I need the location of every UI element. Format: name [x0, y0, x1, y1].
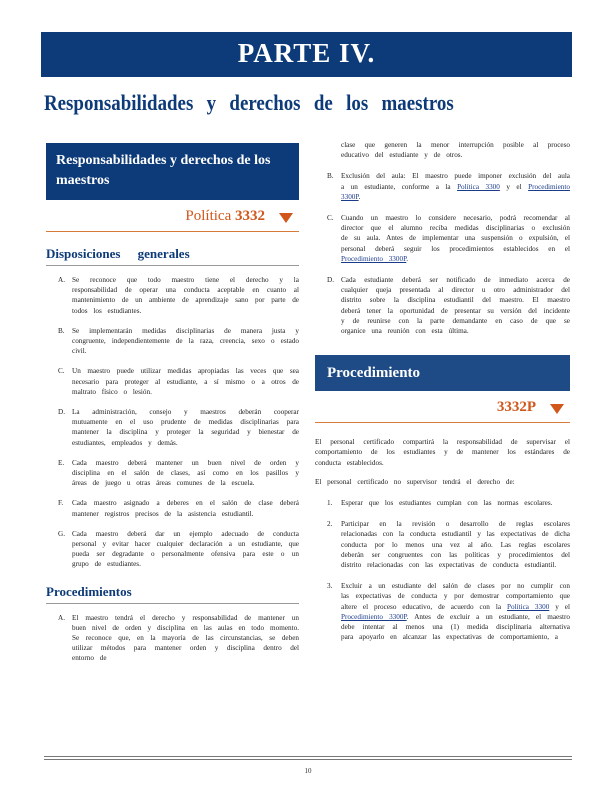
part-title: PARTE IV.	[237, 38, 376, 68]
part-banner	[41, 32, 572, 77]
page-number: 10	[304, 767, 312, 775]
left-column	[46, 143, 299, 674]
item-text-part: Excluir a un estudiante del salón de clases por no cumplir con las expectativas de conducta y por demostrar comportamiento que altere el proceso educativo, de acuerdo con la	[341, 582, 570, 611]
list-item	[315, 140, 570, 160]
procedure-3300p-link[interactable]: Procedimiento 3300P	[341, 254, 407, 263]
item-letter: E.	[58, 458, 65, 467]
item-text: La administración, consejo y maestros deberán cooperar mutuamente en el uso prudente de medidas disciplinarias para mantener la disciplina y proteger la seguridad y bienestar de estudiantes, empleados y demás.	[72, 408, 299, 447]
procedure-number-text: 3332P	[496, 399, 536, 416]
item-letter: B.	[58, 326, 65, 335]
item-text	[341, 581, 570, 642]
procedures-list	[46, 613, 299, 664]
policy-label	[185, 208, 265, 225]
item-text: Cada estudiante deberá ser notificado de inmediato acerca de cualquier queja presentada al director u otro administrador del distrito sobre la disciplina estudiantil del maestro. El maestro deberá tener la oportunidad de presentar su versión del incidente y de reunirse con la parte demandante en caso de que se organice una reunión con esta última.	[341, 276, 570, 336]
general-provisions-list	[46, 275, 299, 570]
intro-paragraph: El personal certificado compartirá la responsabilidad de supervisar el comportamiento de los estudiantes y de mantener los estándares de conducta establecidos.	[315, 438, 570, 467]
list-item	[315, 213, 570, 264]
list-item	[46, 613, 299, 664]
list-item	[46, 529, 299, 570]
item-text-part: clase que generen la menor interrupción posible al proceso educativo del estudiante y de otros.	[341, 141, 570, 160]
item-letter: D.	[58, 408, 65, 417]
item-text: Cada maestro deberá dar un ejemplo adecuado de conducta personal y evitar hacer cualquier declaración a un estudiante, que pueda ser degradante o personalmente ofensiva para este o un grupo de estudiantes.	[72, 529, 299, 569]
procedure-3300p-link[interactable]: Procedimiento 3300P	[341, 182, 570, 201]
policy-3300-link[interactable]: Política 3300	[507, 602, 550, 611]
item-text: Un maestro puede utilizar medidas apropiadas las veces que sea necesario para proteger al estudiante, a sí mismo o a otros de maltrato físico o lesión.	[72, 367, 299, 396]
list-item	[46, 458, 299, 489]
item-letter: D.	[327, 276, 334, 285]
item-text-part: y el	[499, 182, 529, 191]
triangle-down-icon	[279, 213, 293, 223]
item-letter: 1.	[327, 499, 333, 508]
item-letter: A.	[58, 613, 65, 622]
item-letter: 2.	[327, 520, 333, 529]
subsection-title: Disposiciones generales	[46, 246, 299, 266]
item-text	[341, 213, 570, 264]
item-letter: B.	[327, 172, 334, 181]
procedure-header	[315, 395, 570, 423]
item-letter: 3.	[327, 582, 333, 591]
list-item	[46, 366, 299, 397]
item-letter: C.	[327, 214, 334, 223]
item-text: Participar en la revisión o desarrollo de reglas escolares relacionadas con la conducta estudiantil y las expectativas de dicha conducta por lo menos una vez al año. Las reglas escolares deberán ser congruentes con las políticas y procedimientos del distrito relacionadas con las expectativas de conducta estudiantil.	[341, 520, 570, 570]
policy-3300-link[interactable]: Política 3300	[457, 182, 500, 191]
procedure-3300p-link[interactable]: Procedimiento 3300P	[341, 612, 407, 621]
section-title-box: Responsabilidades y derechos de los maestros	[46, 143, 299, 200]
item-letter: F.	[58, 499, 64, 508]
item-text: El maestro tendrá el derecho y responsabilidad de mantener un buen nivel de orden y disciplina en las aulas en todo momento. Se reconoce que, en la mayoría de las circunstancias, se deben utilizar métodos para mantener orden y disciplina dentro del entorno de	[72, 613, 299, 663]
item-letter: A.	[58, 276, 65, 284]
list-item	[315, 498, 570, 508]
item-text	[341, 140, 570, 160]
item-letter: C.	[58, 367, 65, 376]
item-text-part: . Antes de excluir a un estudiante, el maestro debe intentar al menos una (1) medida disciplinaria alternativa para apoyarlo en alcanzar las expectativas de comportamiento, a	[341, 612, 570, 642]
list-item	[46, 275, 299, 316]
list-item	[46, 407, 299, 448]
item-text-part: Cuando un maestro lo considere necesario, podrá recomendar al director que el alumno reciba medidas disciplinarias o exclusión de su aula. Antes de implementar una suspensión o expulsión, el personal deberá seguir los procedimientos establecidos en el	[341, 214, 570, 253]
item-text-part: .	[358, 192, 361, 201]
subsection-title: Procedimientos	[46, 584, 299, 604]
list-item	[315, 581, 570, 642]
item-text: Cada maestro asignado a deberes en el salón de clase deberá mantener registros precisos de la asistencia estudiantil.	[72, 499, 299, 518]
list-item	[46, 498, 299, 518]
policy-header	[46, 204, 299, 232]
list-item	[315, 171, 570, 202]
footer-rule	[44, 756, 572, 757]
policy-number: 3332	[235, 208, 265, 224]
item-letter	[327, 140, 341, 160]
intro-paragraph: El personal certificado no supervisor tendrá el derecho de:	[315, 477, 515, 486]
item-text: Se implementarán medidas disciplinarias de manera justa y congruente, independientemente de la raza, creencia, sexo o estado civil.	[72, 326, 299, 356]
item-letter: G.	[58, 529, 65, 538]
procedure-title-box: Procedimiento	[315, 355, 570, 391]
list-item	[46, 326, 299, 357]
page-title: Responsabilidades y derechos de los maestros	[44, 90, 454, 115]
item-text-part: y el	[549, 602, 570, 611]
item-text-part: Exclusión del aula: El maestro puede imponer exclusión del aula a un estudiante, conforme a la	[341, 172, 570, 191]
policy-prefix: Política	[185, 208, 232, 224]
right-column	[315, 140, 570, 654]
item-text	[341, 171, 570, 202]
item-text: Esperar que los estudiantes cumplan con las normas escolares.	[341, 499, 553, 508]
list-item	[315, 519, 570, 570]
procedure-number	[497, 399, 536, 416]
list-item	[315, 275, 570, 336]
triangle-down-icon	[550, 404, 564, 414]
item-text: Cada maestro deberá mantener un buen nivel de orden y disciplina en el salón de clases, así como en los pasillos y áreas de juego u otras áreas comunes de la escuela.	[72, 458, 299, 488]
spacer	[315, 347, 570, 355]
item-text-part: .	[406, 254, 409, 263]
item-text: Se reconoce que todo maestro tiene el derecho y la responsabilidad de operar una conducta aceptable en cuanto al mantenimiento de un ambiente de aprendizaje sano por parte de todos los estudiantes.	[72, 276, 299, 315]
footer-rule	[44, 759, 572, 760]
